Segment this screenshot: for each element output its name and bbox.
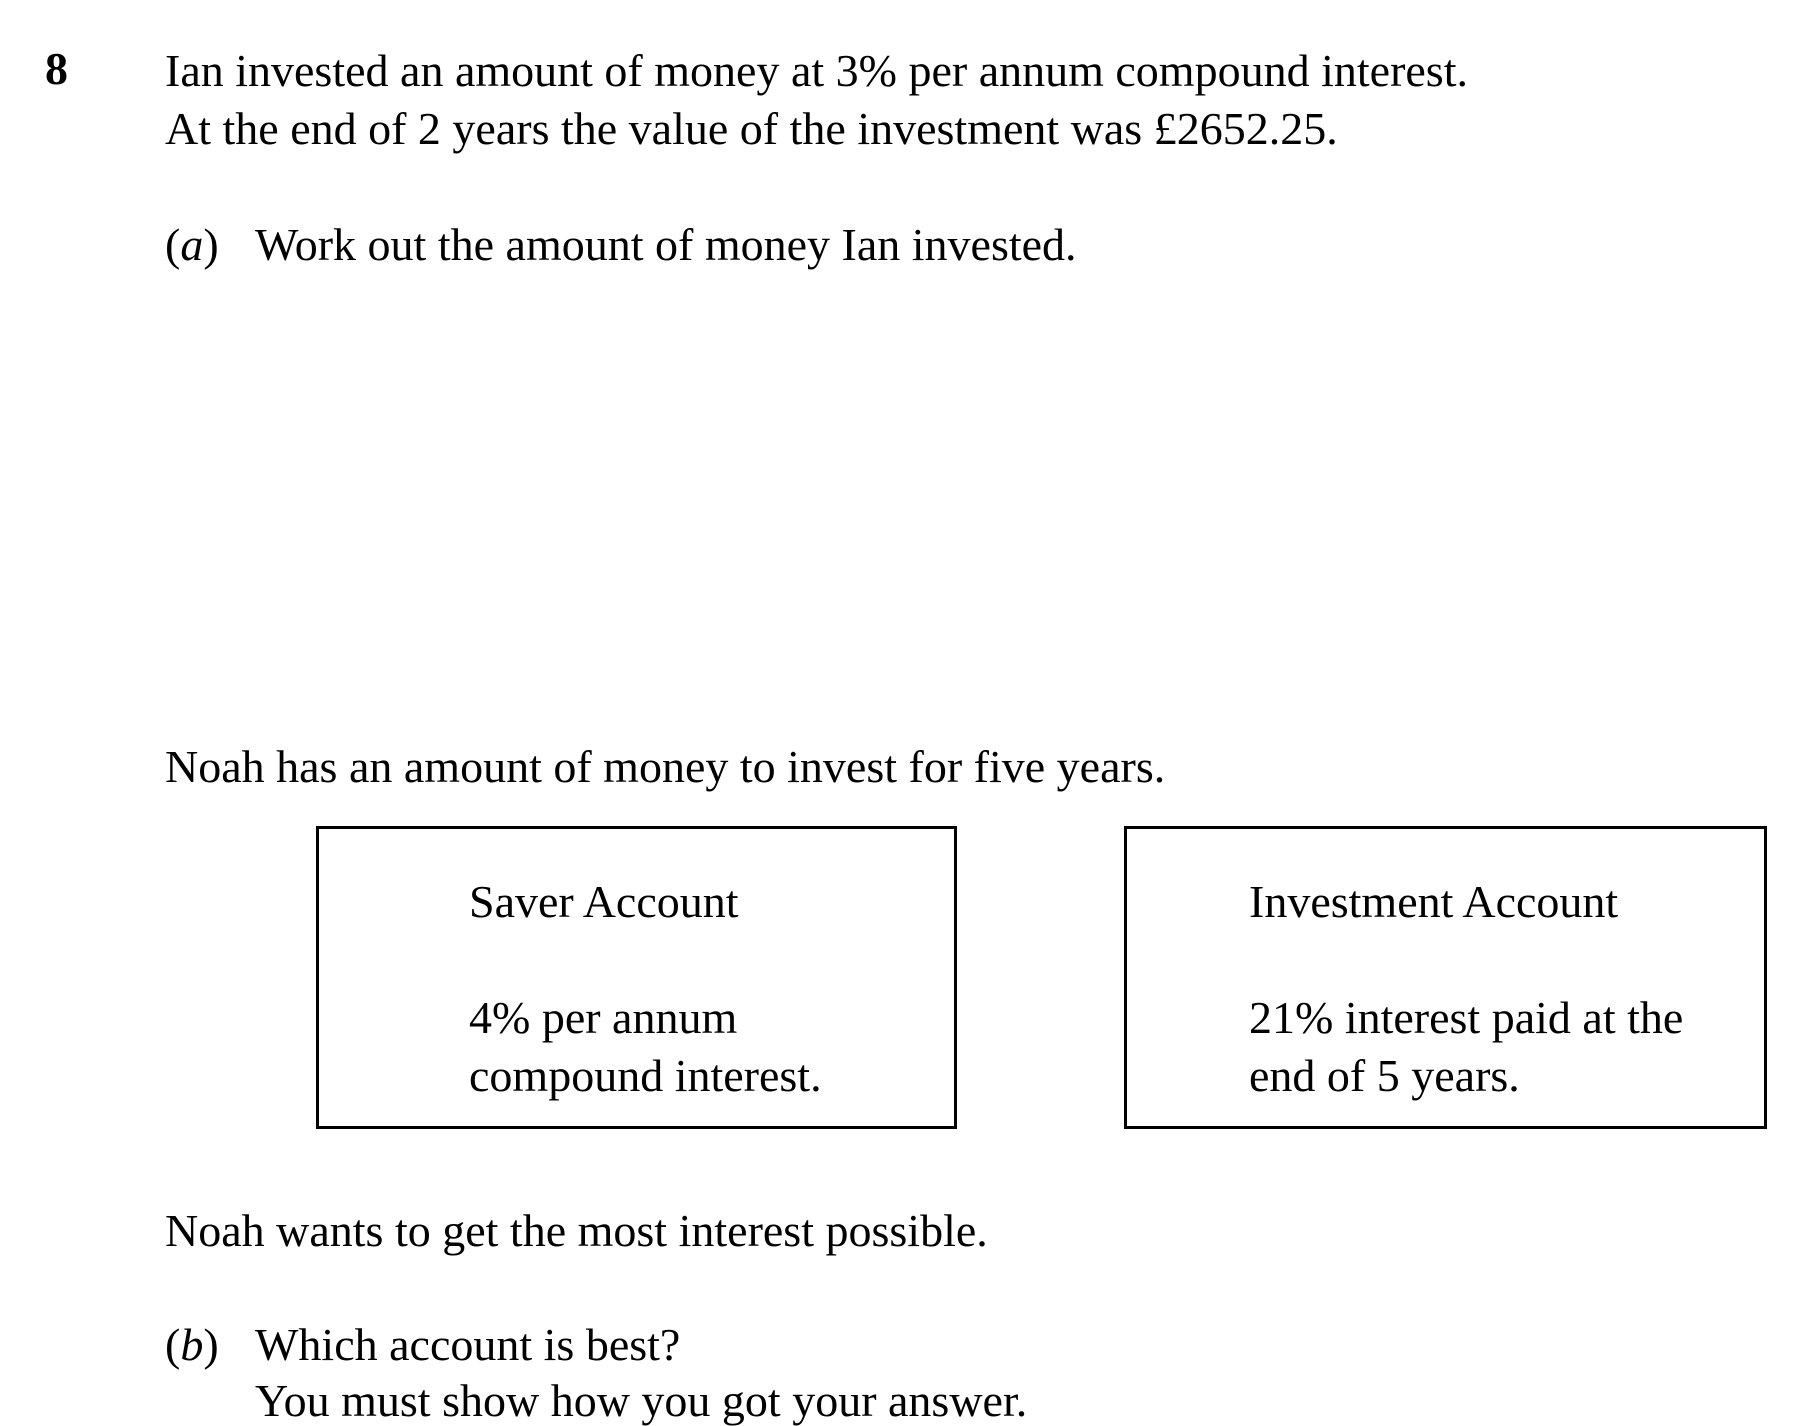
part-a-question: Work out the amount of money Ian invested. <box>255 219 1077 270</box>
question-number: 8 <box>45 43 68 94</box>
part-b-letter: b <box>180 1319 204 1370</box>
part-a-label <box>165 219 219 270</box>
part-b-label <box>165 1319 219 1370</box>
part-b-open-paren: ( <box>165 1319 181 1370</box>
part-b-close-paren: ) <box>203 1319 219 1370</box>
part-a-letter: a <box>180 219 204 270</box>
question-intro-line-2: At the end of 2 years the value of the investment was £2652.25. <box>165 103 1338 154</box>
investment-account-title: Investment Account <box>1249 876 1619 927</box>
noah-intro: Noah has an amount of money to invest for five years. <box>165 741 1166 792</box>
saver-account-title: Saver Account <box>469 876 739 927</box>
saver-account-rate: 4% per annum <box>469 992 738 1043</box>
part-a-open-paren: ( <box>165 219 181 270</box>
part-b-question: Which account is best? <box>255 1319 681 1370</box>
investment-account-rate: 21% interest paid at the <box>1249 992 1684 1043</box>
saver-account-terms: compound interest. <box>469 1050 822 1101</box>
investment-account-box <box>1124 826 1767 1129</box>
part-a-close-paren: ) <box>203 219 219 270</box>
question-intro-line-1: Ian invested an amount of money at 3% per annum compound interest. <box>165 45 1468 96</box>
saver-account-box <box>316 826 957 1129</box>
noah-goal: Noah wants to get the most interest possible. <box>165 1205 988 1256</box>
part-b-instruction: You must show how you got your answer. <box>255 1375 1028 1426</box>
investment-account-terms: end of 5 years. <box>1249 1050 1520 1101</box>
